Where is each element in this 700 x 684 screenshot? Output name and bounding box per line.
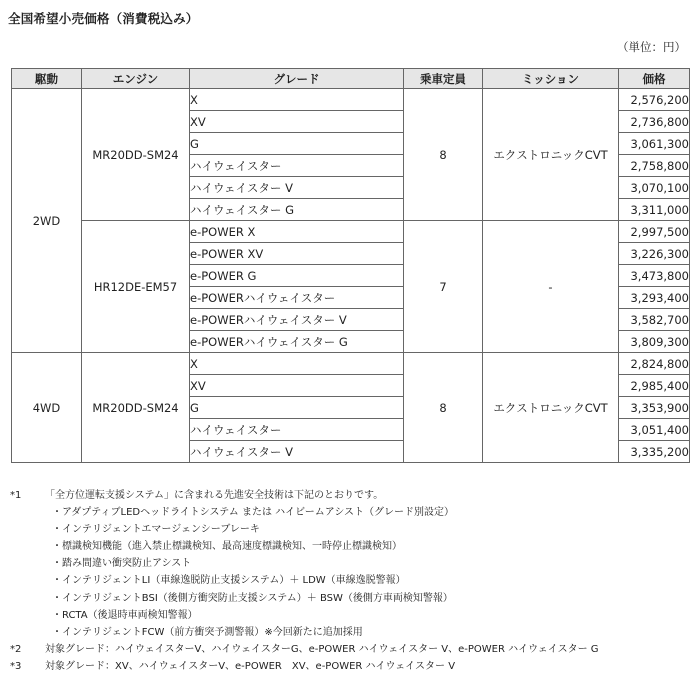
price-cell: 3,070,100 [619, 177, 690, 199]
grade-cell: e-POWERハイウェイスター V [190, 309, 404, 331]
capacity-cell: 8 [404, 353, 483, 463]
footnote-text: ・踏み間違い衝突防止アシスト [52, 558, 192, 570]
grade-cell: ハイウェイスター V [190, 177, 404, 199]
price-cell: 3,582,700 [619, 309, 690, 331]
grade-cell: ハイウェイスター [190, 419, 404, 441]
page-title: 全国希望小売価格（消費税込み） [8, 11, 199, 26]
grade-cell: G [190, 397, 404, 419]
grade-cell: e-POWERハイウェイスター G [190, 331, 404, 353]
footnote-item [10, 504, 599, 521]
footnote-item [10, 624, 599, 641]
grade-cell: G [190, 133, 404, 155]
footnote-text: ・インテリジェントエマージェンシーブレーキ [52, 524, 260, 536]
drive-cell: 2WD [12, 89, 82, 353]
footnote-text: 対象グレード：XV、ハイウェイスターV、e-POWER XV、e-POWER ハイウェイスター V [45, 660, 456, 672]
footnote-item [10, 521, 599, 538]
price-cell: 2,576,200 [619, 89, 690, 111]
header-mission: ミッション [483, 69, 619, 89]
footnote-item [10, 538, 599, 555]
price-cell: 3,293,400 [619, 287, 690, 309]
footnote-mark: *3 [10, 660, 22, 672]
footnote-item [10, 590, 599, 607]
grade-cell: e-POWER XV [190, 243, 404, 265]
engine-cell: HR12DE-EM57 [82, 221, 190, 353]
footnote-mark: *1 [10, 490, 22, 501]
grade-cell: X [190, 353, 404, 375]
footnote-text: 「全方位運転支援システム」に含まれる先進安全技術は下記のとおりです。 [45, 490, 384, 501]
grade-cell: XV [190, 111, 404, 133]
price-cell: 2,997,500 [619, 221, 690, 243]
header-capacity: 乗車定員 [404, 69, 483, 89]
footnote-text: ・インテリジェントBSI（後側方衝突防止支援システム）＋ BSW（後側方車両検知警報） [52, 592, 453, 604]
header-grade: グレード [190, 69, 404, 89]
price-cell: 2,985,400 [619, 375, 690, 397]
price-cell: 2,824,800 [619, 353, 690, 375]
grade-cell: ハイウェイスター G [190, 199, 404, 221]
table-row [12, 353, 690, 375]
table-row [12, 89, 690, 111]
grade-cell: e-POWER X [190, 221, 404, 243]
price-cell: 3,061,300 [619, 133, 690, 155]
grade-cell: e-POWERハイウェイスター [190, 287, 404, 309]
grade-cell: e-POWER G [190, 265, 404, 287]
price-cell: 3,809,300 [619, 331, 690, 353]
mission-cell: エクストロニックCVT [483, 89, 619, 221]
price-cell: 3,051,400 [619, 419, 690, 441]
capacity-cell: 7 [404, 221, 483, 353]
drive-cell: 4WD [12, 353, 82, 463]
footnote-3 [10, 658, 599, 675]
capacity-cell: 8 [404, 89, 483, 221]
grade-cell: ハイウェイスター V [190, 441, 404, 463]
price-cell: 2,758,800 [619, 155, 690, 177]
footnote-item [10, 572, 599, 589]
footnote-text: 対象グレード：ハイウェイスターV、ハイウェイスターG、e-POWER ハイウェイスター V、e-POWER ハイウェイスター G [45, 643, 599, 655]
engine-cell: MR20DD-SM24 [82, 89, 190, 221]
footnote-mark: *2 [10, 643, 22, 655]
footnote-text: ・インテリジェントLI（車線逸脱防止支援システム）＋ LDW（車線逸脱警報） [52, 575, 406, 587]
price-cell: 3,226,300 [619, 243, 690, 265]
grade-cell: XV [190, 375, 404, 397]
engine-cell: MR20DD-SM24 [82, 353, 190, 463]
unit-label: （単位：円） [617, 40, 686, 54]
footnotes [10, 487, 599, 675]
footnote-item [10, 555, 599, 572]
header-drive: 駆動 [12, 69, 82, 89]
header-engine: エンジン [82, 69, 190, 89]
grade-cell: ハイウェイスター [190, 155, 404, 177]
price-cell: 3,335,200 [619, 441, 690, 463]
footnote-text: ・標識検知機能（進入禁止標識検知、最高速度標識検知、一時停止標識検知） [52, 541, 402, 553]
price-cell: 2,736,800 [619, 111, 690, 133]
grade-cell: X [190, 89, 404, 111]
price-cell: 3,311,000 [619, 199, 690, 221]
price-table [11, 68, 690, 463]
footnote-2 [10, 641, 599, 658]
mission-cell: - [483, 221, 619, 353]
footnote-item [10, 607, 599, 624]
price-cell: 3,473,800 [619, 265, 690, 287]
footnote-1 [10, 487, 599, 504]
price-cell: 3,353,900 [619, 397, 690, 419]
table-row [12, 221, 690, 243]
footnote-text: ・インテリジェントFCW（前方衝突予測警報）※今回新たに追加採用 [52, 626, 363, 638]
mission-cell: エクストロニックCVT [483, 353, 619, 463]
table-header-row [12, 69, 690, 89]
footnote-text: ・アダプティブLEDヘッドライトシステム または ハイビームアシスト（グレード別設定） [52, 507, 455, 519]
header-price: 価格 [619, 69, 690, 89]
footnote-text: ・RCTA（後退時車両検知警報） [52, 609, 198, 621]
